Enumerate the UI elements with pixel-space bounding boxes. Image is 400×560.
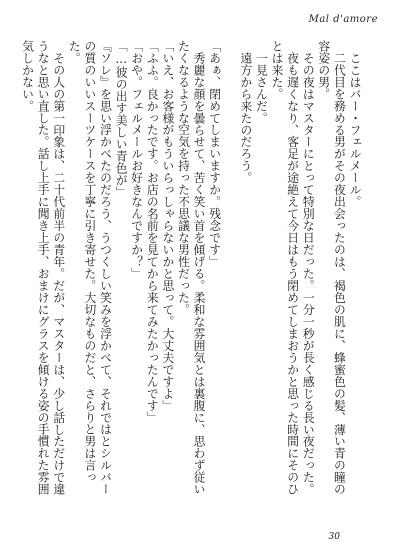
paragraph: 夜も遅くなり、客足が途絶えて今日はもう閉めてしまおうかと思った時間にそのひとは来た。	[270, 40, 300, 496]
paragraph: 一見さんだ。	[254, 51, 269, 124]
running-title: Mal d'amore	[308, 14, 378, 25]
page-number: 30	[328, 532, 340, 542]
dialogue-line: 「…彼の出す美しい青色が」	[114, 40, 129, 198]
novel-body-text	[20, 40, 362, 502]
paragraph: 『ソレ』を思い浮かべたのだろう、うつくしい笑みを浮かべて、それではとシルバーの質のいいスーツケースを丁寧に引き寄せた。大切なものだと、さらりと男は言った。	[67, 40, 113, 496]
paragraph: 遠方から来たのだろう。	[238, 51, 253, 184]
dialogue-line: 「ふふ。良かったです。お店の名前を見てから来てみたかったんです」	[145, 40, 160, 424]
paragraph: ここはバー・フェルメール。	[348, 51, 362, 208]
dialogue-line: 「いえ、お客様がもういらっしゃらないかと思って。大丈夫ですよ」	[160, 40, 175, 412]
paragraph: その人の第一印象は、二十代前半の青年。だが、マスターは、少し話しただけで違うなと思い直した。話し上手に聞き上手、おまけにグラスを傾ける姿の手慣れた雰囲気しかない。	[20, 40, 66, 496]
paragraph: 二代目を務める男がその夜出会ったのは、褐色の肌に、蜂蜜色の髪、薄い青の瞳の容姿の男。	[316, 40, 347, 496]
dialogue-line: 「あぁ、閉めてしまいますか。残念です」	[207, 40, 222, 268]
dialogue-line: 「おや。フェルメールお好きなんですか？」	[129, 40, 144, 280]
paragraph: その夜はマスターにとって特別な日だった。一分一秒が長く感じる長い夜だった。	[301, 51, 316, 496]
paragraph: 秀麗な顔を曇らせて、苦く笑い首を傾げる。柔和な雰囲気とは裏腹に、思わず従いたくなるような空気を持った不思議な男性だった。	[176, 40, 207, 496]
